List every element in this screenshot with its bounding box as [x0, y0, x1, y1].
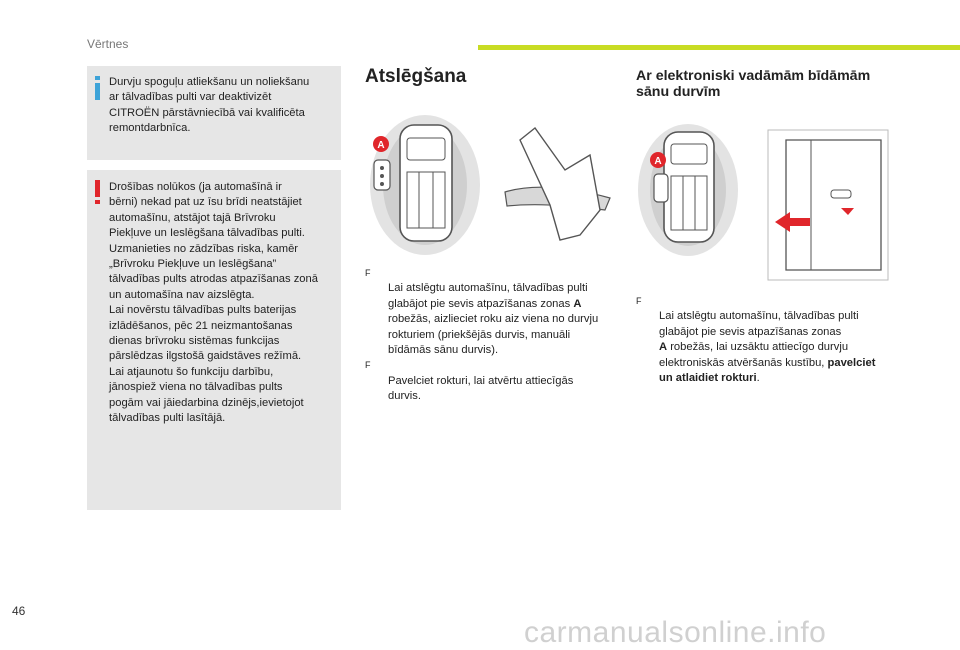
locking-illustration: [365, 110, 615, 260]
electric-door-steps: [636, 294, 896, 386]
warning-icon: [95, 180, 100, 204]
bullet-marker: F: [636, 296, 642, 306]
warning-note-text: Drošības nolūkos (ja automašīnā ir bērni) nekad pat uz īsu brīdi neatstājiet automašīnu, atstājot tajā Brīvroku Piekļuve un Ieslēgšana tālvadības pulti. Uzmanieties no zādzības riska, kamēr „Brīvroku Piekļuve un Ieslēgšana” tālvadības pults atrodas atpazīšanas zonā un automašīna nav aizslēgta. Lai novērstu tālvadības pults baterijas izlādēšanos, pēc 21 neizmantošanas dienas brīvroku sistēmas funkcijas pārslēdzas ilgstošā gaidstāves režīmā. Lai atjaunotu šo funkciju darbību, jānospiež viena no tālvadības pults pogām vai jāiedarbina dzinējs,ievietojot tālvadības pulti lasītājā.: [109, 181, 318, 425]
page-number: 46: [12, 604, 26, 618]
list-item: F Lai atslēgtu automašīnu, tālvadības pulti glabājot pie sevis atpazīšanas zonas A robežās, lai uzsāktu attiecīgo durvju elektroniskās atvēršanās kustību, pavelciet un atlaidiet rokturi.: [636, 296, 876, 385]
bullet-marker: F: [365, 360, 371, 371]
watermark: carmanualsonline.info: [524, 616, 827, 649]
info-icon: [95, 76, 100, 100]
section-label: Vērtnes: [87, 37, 129, 51]
info-note-box: [87, 66, 341, 160]
list-item: F Pavelciet rokturi, lai atvērtu attiecīgās durvis.: [365, 360, 574, 403]
bullet-marker: F: [365, 268, 371, 278]
list-item: F Lai atslēgtu automašīnu, tālvadības pulti glabājot pie sevis atpazīšanas zonas A robežās, aizlieciet roku aiz viena no durvju rokturiem (priekšējās durvis, manuāli bīdāmās sānu durvis).: [365, 268, 599, 357]
section-accent-bar: [478, 45, 960, 50]
warning-note-box: [87, 170, 341, 510]
electric-door-illustration: [636, 120, 896, 285]
zone-label-a: A: [654, 156, 662, 167]
locking-heading: Atslēgšana: [365, 66, 467, 87]
electric-doors-heading: Ar elektroniski vadāmām bīdāmām sānu durvīm: [636, 68, 871, 100]
info-note-text: Durvju spoguļu atliekšanu un noliekšanu ar tālvadības pulti var deaktivizēt CITROËN pārstāvniecībā vai kvalificēta remontdarbnīca.: [109, 76, 310, 135]
zone-label-a: A: [377, 140, 385, 151]
locking-steps: [365, 266, 613, 405]
